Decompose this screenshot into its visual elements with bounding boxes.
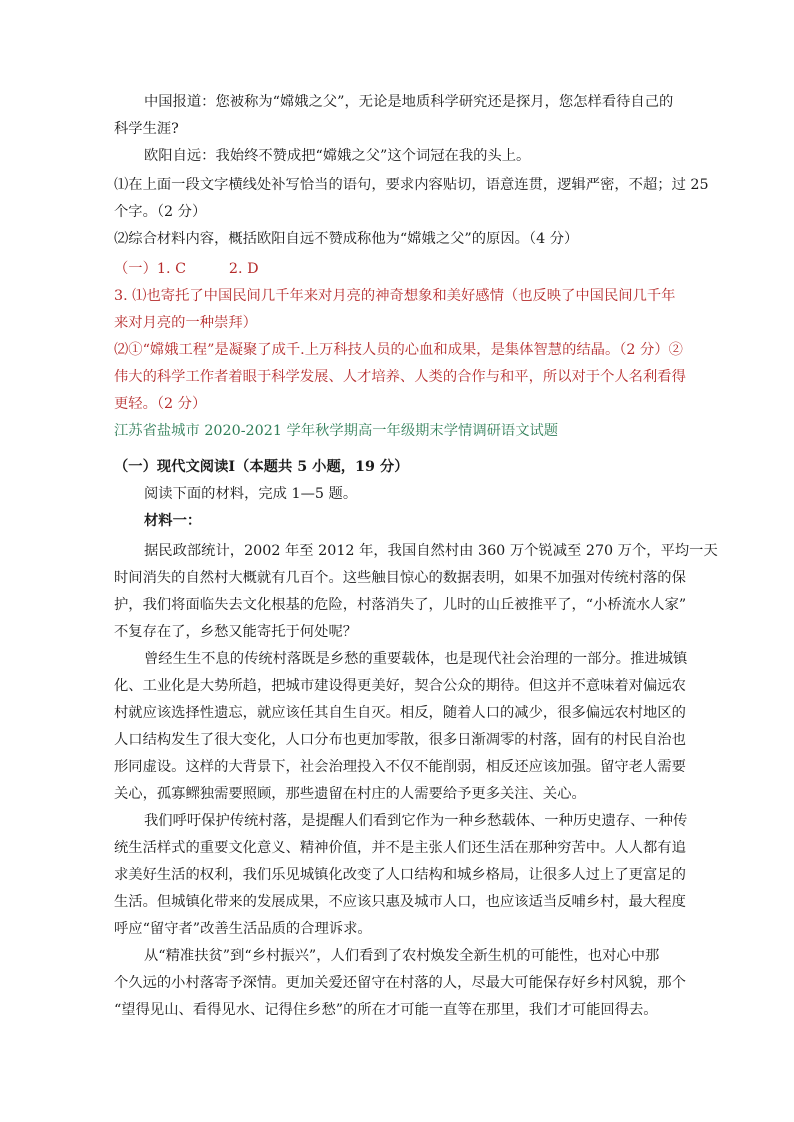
paragraph-3 xyxy=(114,808,688,943)
paragraph-line: 据民政部统计，2002 年至 2012 年，我国自然村由 360 万个锐减至 270 万个，平均一天 xyxy=(144,543,718,559)
question-1-cont: 个字。（2 分） xyxy=(114,204,207,220)
paragraph-line: 护，我们将面临失去文化根基的危险，村落消失了，儿时的山丘被推平了，“小桥流水人家” xyxy=(114,597,687,613)
answer-3-2: ⑵①“嫦娥工程”是凝聚了成千.上万科技人员的心血和成果，是集体智慧的结晶。（2 分）② xyxy=(114,342,683,358)
paragraph-line: “望得见山、看得见水、记得住乡愁”的所在才可能一直等在那里，我们才可能回得去。 xyxy=(114,1002,658,1018)
answer-3-1-cont: 来对月亮的一种崇拜） xyxy=(114,315,257,331)
section-instruction: 阅读下面的材料，完成 1—5 题。 xyxy=(144,486,358,502)
material-paragraphs xyxy=(114,538,718,1024)
material-label: 材料一： xyxy=(144,513,202,529)
paragraph-line: 曾经生生不息的传统村落既是乡愁的重要载体，也是现代社会治理的一部分。推进城镇 xyxy=(144,651,688,667)
paragraph-line: 形同虚设。这样的大背景下，社会治理投入不仅不能削弱，相反还应该加强。留守老人需要 xyxy=(114,759,686,775)
paragraph-line: 村就应该选择性遗忘，就应该任其自生自灭。相反，随着人口的减少，很多偏远农村地区的 xyxy=(114,705,686,721)
paragraph-line: 不复存在了，乡愁又能寄托于何处呢？ xyxy=(114,624,358,640)
paragraph-1 xyxy=(114,538,718,646)
paragraph-line: 化、工业化是大势所趋，把城市建设得更美好，契合公众的期待。但这并不意味着对偏远农 xyxy=(114,678,686,694)
interview-excerpt xyxy=(114,89,684,170)
paragraph-line: 人口结构发生了很大变化，人口分布也更加零散，很多日渐凋零的村落，固有的村民自治也 xyxy=(114,732,686,748)
paragraph-line: 我们呼吁保护传统村落，是提醒人们看到它作为一种乡愁载体、一种历史遗存、一种传 xyxy=(144,813,688,829)
question-2: ⑵综合材料内容，概括欧阳自远不赞成称他为“嫦娥之父”的原因。（4 分） xyxy=(114,231,579,247)
answer-3-2-cont1: 伟大的科学工作者着眼于科学发展、人才培养、人类的合作与和平，所以对于个人名利看得 xyxy=(114,369,686,385)
paragraph-line: 时间消失的自然村大概就有几百个。这些触目惊心的数据表明，如果不加强对传统村落的保 xyxy=(114,570,686,586)
paragraph-line: 关心，孤寡鳏独需要照顾，那些遗留在村庄的人需要给予更多关注、关心。 xyxy=(114,786,586,802)
paragraph-line: 生活。但城镇化带来的发展成果，不应该只惠及城市人口，也应该适当反哺乡村，最大程度 xyxy=(114,894,686,910)
paragraph-line: 统生活样式的重要文化意义、精神价值，并不是主张人们还生活在那种穷苦中。人人都有追 xyxy=(114,840,686,856)
paragraph-4 xyxy=(114,943,684,1024)
paragraph-line: 个久远的小村落寄予深情。更加关爱还留守在村落的人，尽最大可能保存好乡村风貌，那个 xyxy=(114,975,686,991)
section-heading: （一）现代文阅读Ⅰ（本题共 5 小题，19 分） xyxy=(114,459,409,475)
paragraph-line: 求美好生活的权利，我们乐见城镇化改变了人口结构和城乡格局，让很多人过上了更富足的 xyxy=(114,867,686,883)
question-list xyxy=(114,172,709,253)
paragraph-line: 呼应“留守者”改善生活品质的合理诉求。 xyxy=(114,921,372,937)
exam-source xyxy=(114,418,684,445)
exam-source-title: 江苏省盐城市 2020-2021 学年秋学期高一年级期末学情调研语文试题 xyxy=(114,423,559,439)
question-1: ⑴在上面一段文字横线处补写恰当的语句，要求内容贴切，语意连贯，逻辑严密，不超；过 25 xyxy=(114,177,709,193)
interview-question: 中国报道：您被称为“嫦娥之父”，无论是地质科学研究还是探月，您怎样看待自己的 xyxy=(144,94,674,110)
answer-mc: （一）1. C 2. D xyxy=(114,261,259,277)
answer-key xyxy=(114,256,684,418)
answer-3-2-cont2: 更轻。（2 分） xyxy=(114,396,207,412)
paragraph-2 xyxy=(114,646,688,808)
interview-answer: 欧阳自远：我始终不赞成把“嫦娥之父”这个词冠在我的头上。 xyxy=(144,148,531,164)
answer-3-1: 3. ⑴也寄托了中国民间几千年来对月亮的神奇想象和美好感情（也反映了中国民间几千年 xyxy=(114,288,676,304)
reading-section xyxy=(114,454,684,535)
paragraph-line: 从“精准扶贫”到“乡村振兴”，人们看到了农村焕发全新生机的可能性，也对心中那 xyxy=(144,948,660,964)
interview-question-cont: 科学生涯? xyxy=(114,121,179,137)
